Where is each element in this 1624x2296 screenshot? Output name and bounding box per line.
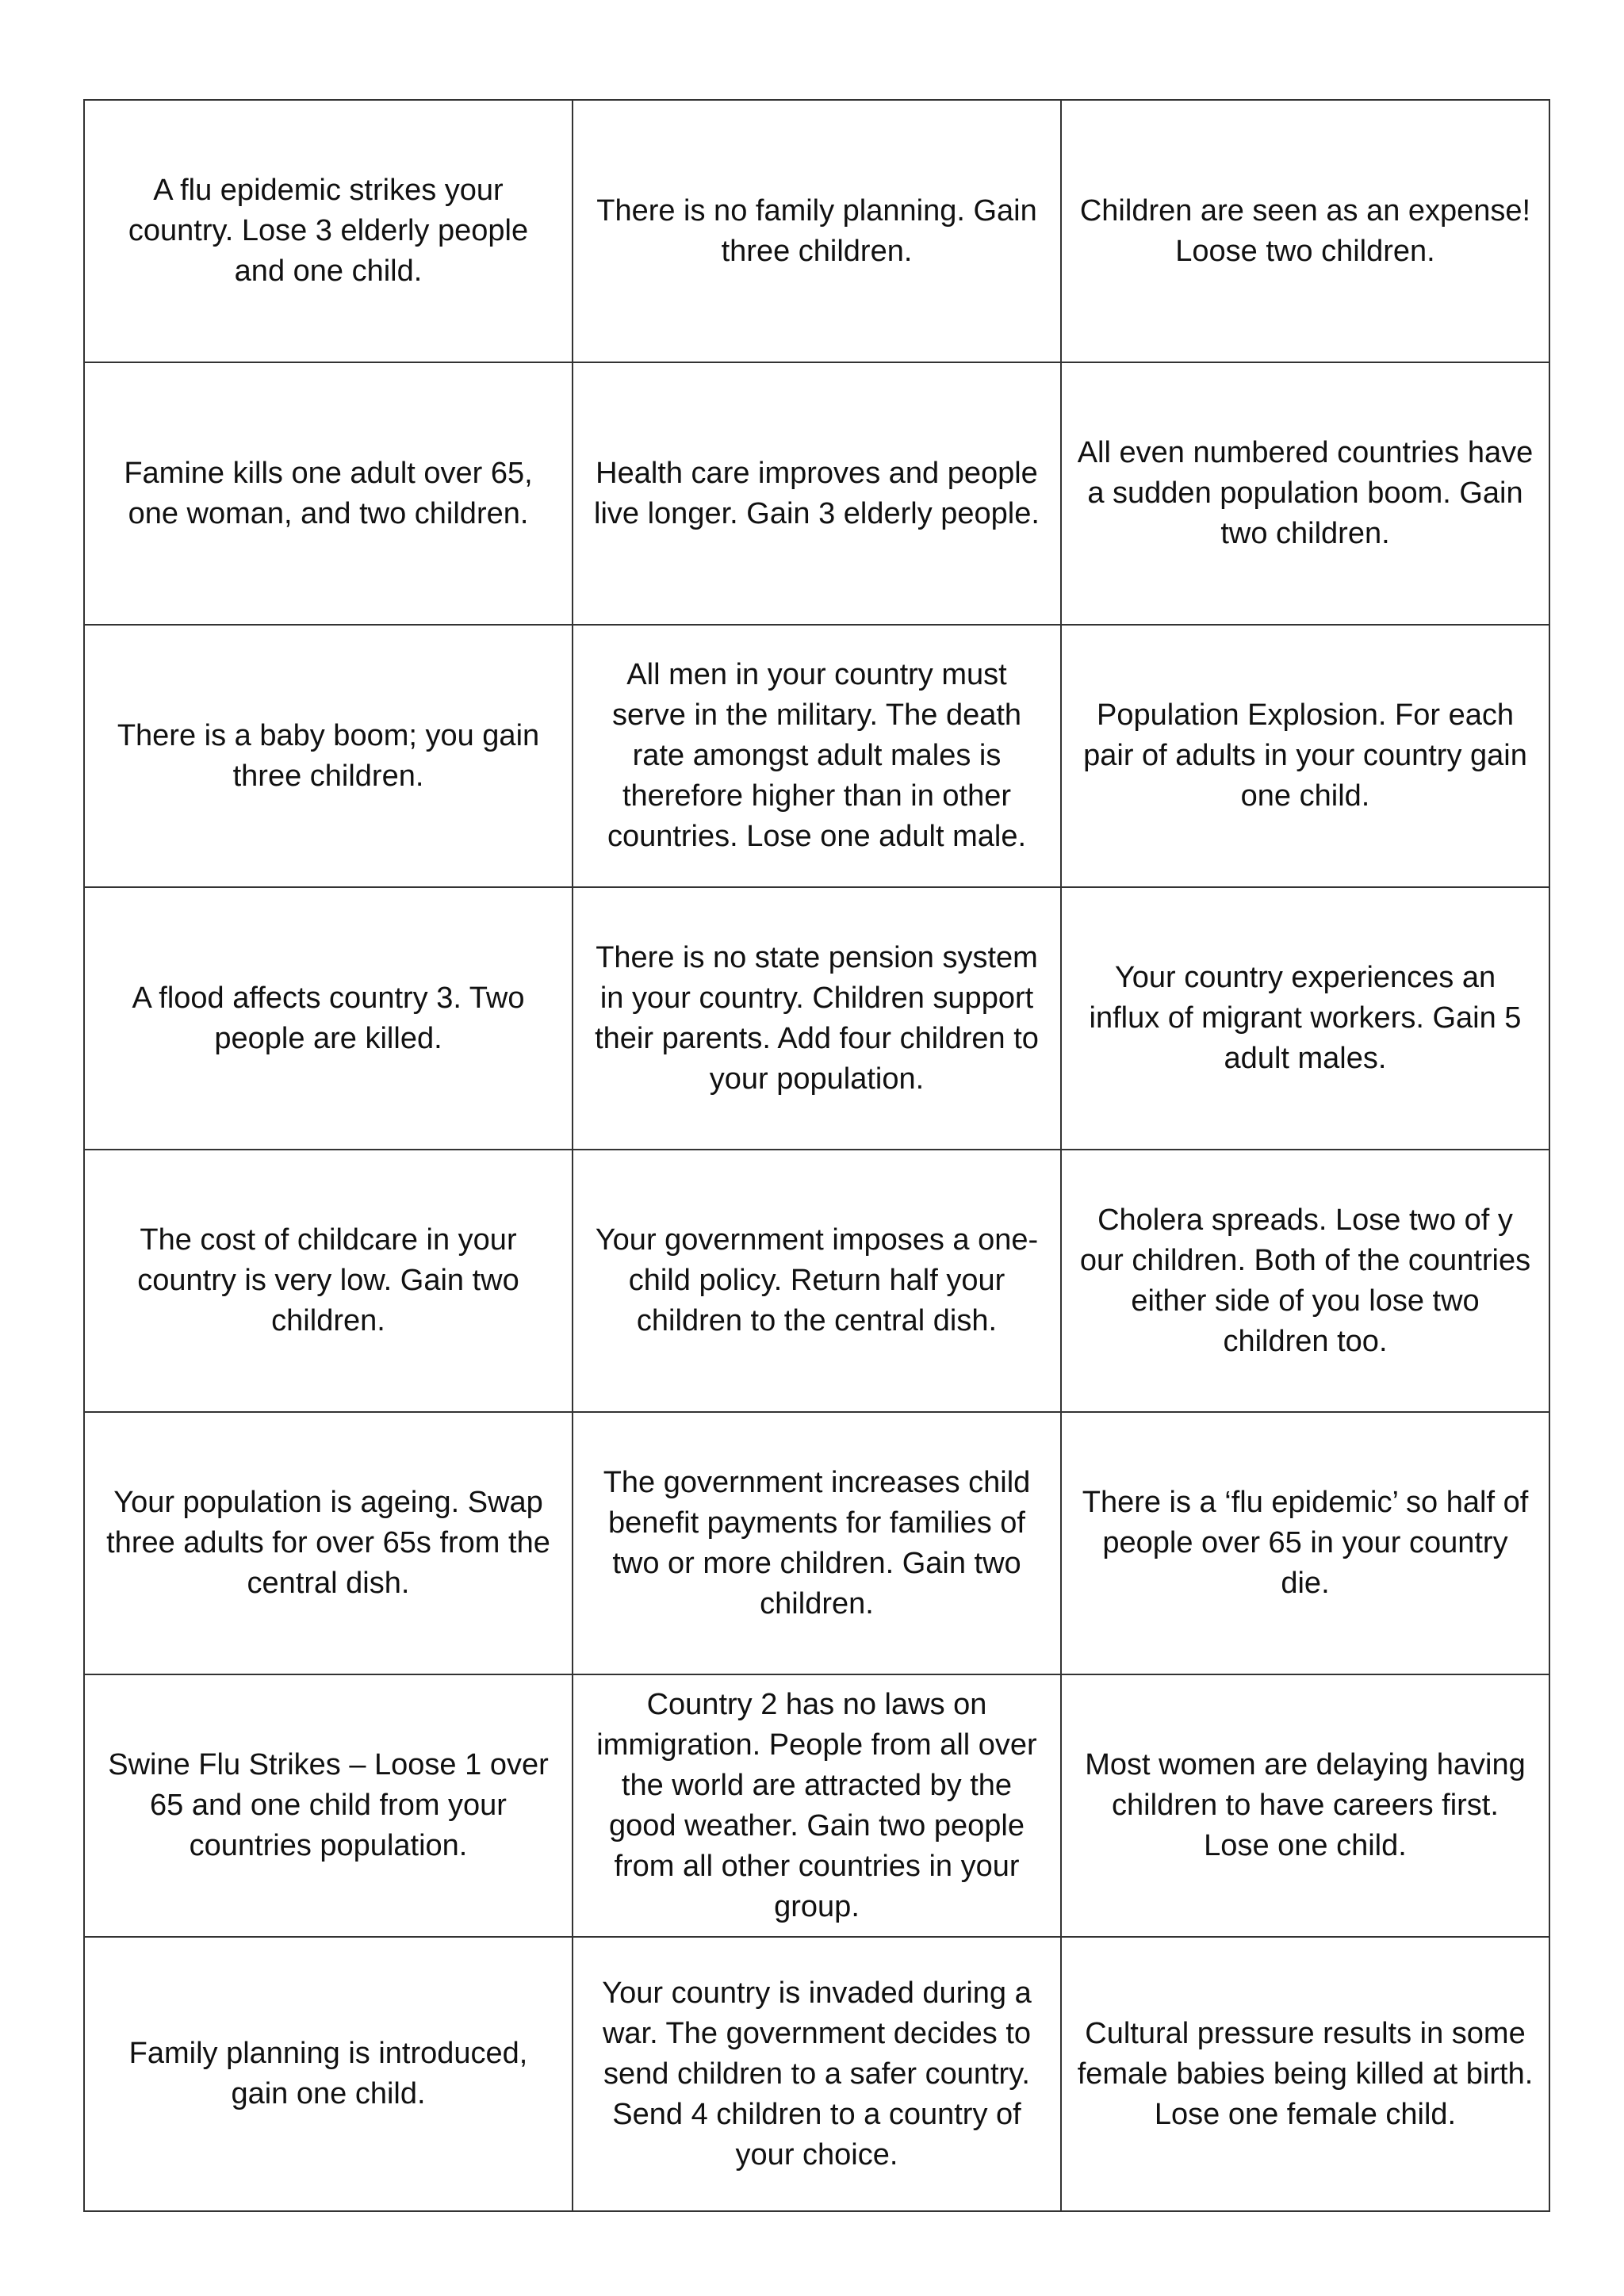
event-card-text: Your population is ageing. Swap three adults for over 65s from the central dish. — [106, 1486, 550, 1600]
event-card-text: There is no family planning. Gain three children. — [596, 193, 1037, 268]
event-card — [84, 1937, 573, 2211]
event-card — [573, 887, 1061, 1150]
card-row — [84, 1674, 1549, 1937]
event-card — [573, 1937, 1061, 2211]
event-card — [1061, 1150, 1549, 1412]
event-card — [573, 1412, 1061, 1674]
event-card-text: Your country is invaded during a war. The government decides to send children to a safer country. Send 4 children to a country of your choice. — [602, 1976, 1032, 2172]
event-card — [573, 362, 1061, 625]
event-card-text: There is a ‘flu epidemic’ so half of people over 65 in your country die. — [1082, 1486, 1529, 1600]
event-card-text: A flu epidemic strikes your country. Lose 3 elderly people and one child. — [128, 174, 529, 288]
event-card — [573, 625, 1061, 887]
event-card-text: Swine Flu Strikes – Loose 1 over 65 and one child from your countries population. — [108, 1748, 549, 1862]
event-card-text: All even numbered countries have a sudden population boom. Gain two children. — [1077, 436, 1534, 550]
event-card-text: Population Explosion. For each pair of adults in your country gain one child. — [1083, 698, 1527, 813]
event-card-text: Your government imposes a one-child policy. Return half your children to the central dish. — [595, 1223, 1039, 1337]
card-row — [84, 887, 1549, 1150]
event-card — [84, 625, 573, 887]
event-card — [84, 100, 573, 362]
event-card-text: There is no state pension system in your country. Children support their parents. Add four children to your population. — [595, 940, 1039, 1096]
event-card-text: Most women are delaying having children to have careers first. Lose one child. — [1085, 1748, 1526, 1862]
event-card-text: Family planning is introduced, gain one child. — [128, 2037, 528, 2110]
event-card-text: All men in your country must serve in the military. The death rate amongst adult males is therefore higher than in other countries. Lose one adult male. — [607, 658, 1027, 853]
event-card-grid — [83, 99, 1550, 2212]
event-card-text: Famine kills one adult over 65, one woman, and two children. — [124, 456, 533, 530]
event-card-text: Country 2 has no laws on immigration. People from all over the world are attracted by the good weather. Gain two people from all other countries in your group. — [596, 1687, 1037, 1923]
card-row — [84, 625, 1549, 887]
event-card — [573, 1150, 1061, 1412]
event-card-text: The government increases child benefit payments for families of two or more children. Gain two children. — [603, 1465, 1031, 1621]
card-row — [84, 1150, 1549, 1412]
event-card-text: Cultural pressure results in some female babies being killed at birth. Lose one female child. — [1077, 2016, 1534, 2131]
event-card — [84, 1150, 573, 1412]
event-card — [1061, 887, 1549, 1150]
event-card — [573, 1674, 1061, 1937]
event-card — [1061, 1674, 1549, 1937]
card-row — [84, 1412, 1549, 1674]
event-card — [84, 1412, 573, 1674]
card-row — [84, 362, 1549, 625]
event-card — [84, 1674, 573, 1937]
card-row — [84, 100, 1549, 362]
card-row — [84, 1937, 1549, 2211]
event-card — [573, 100, 1061, 362]
event-card — [84, 362, 573, 625]
event-card-text: There is a baby boom; you gain three children. — [117, 718, 540, 793]
event-card — [1061, 1937, 1549, 2211]
event-card — [1061, 362, 1549, 625]
event-card — [1061, 1412, 1549, 1674]
event-card-text: Your country experiences an influx of migrant workers. Gain 5 adult males. — [1089, 961, 1522, 1075]
event-card-text: Health care improves and people live longer. Gain 3 elderly people. — [594, 456, 1040, 530]
event-card — [1061, 625, 1549, 887]
event-card-text: A flood affects country 3. Two people are killed. — [132, 981, 525, 1055]
event-card-text: The cost of childcare in your country is very low. Gain two children. — [137, 1223, 519, 1337]
event-card — [84, 887, 573, 1150]
event-card — [1061, 100, 1549, 362]
event-card-text: Cholera spreads. Lose two of y our children. Both of the countries either side of you lose two children too. — [1079, 1203, 1531, 1358]
event-card-text: Children are seen as an expense! Loose two children. — [1079, 193, 1531, 268]
